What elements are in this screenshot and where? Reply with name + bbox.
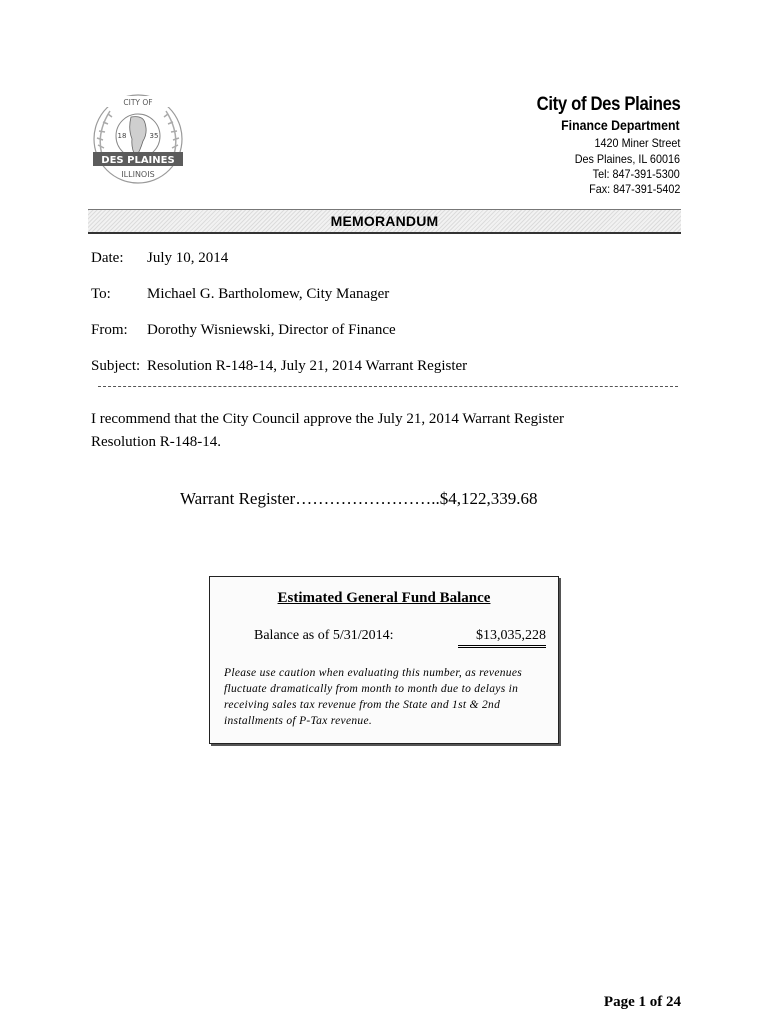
balance-amount: $13,035,228 xyxy=(458,628,546,648)
date-label: Date: xyxy=(91,250,124,266)
department-name: Finance Department xyxy=(561,117,680,133)
header-divider xyxy=(98,386,678,387)
city-seal-logo xyxy=(88,93,188,193)
fund-balance-box xyxy=(209,576,559,744)
subject-label: Subject: xyxy=(91,358,141,374)
note-line: Please use caution when evaluating this number, as revenues xyxy=(224,667,523,679)
org-name: City of Des Plaines xyxy=(536,94,680,115)
from-label: From: xyxy=(91,322,128,338)
note-line: receiving sales tax revenue from the State and 1st & 2nd xyxy=(224,699,501,711)
page-number: Page 1 of 24 xyxy=(603,994,681,1010)
to-label: To: xyxy=(91,286,111,302)
seal-year-left: 18 xyxy=(117,132,127,140)
date-value: July 10, 2014 xyxy=(147,250,229,266)
memo-banner xyxy=(88,209,681,234)
note-line: installments of P-Tax revenue. xyxy=(224,715,373,727)
subject-value: Resolution R-148-14, July 21, 2014 Warrant Register xyxy=(147,358,468,374)
from-value: Dorothy Wisniewski, Director of Finance xyxy=(147,322,396,338)
warrant-amount: $4,122,339.68 xyxy=(439,489,538,508)
address-street: 1420 Miner Street xyxy=(594,136,680,150)
warrant-register-line xyxy=(180,489,537,509)
body-paragraph-line-1: I recommend that the City Council approve the July 21, 2014 Warrant Register xyxy=(91,411,564,427)
body-paragraph-line-2: Resolution R-148-14. xyxy=(91,434,221,450)
to-value: Michael G. Bartholomew, City Manager xyxy=(147,286,390,302)
address-city: Des Plaines, IL 60016 xyxy=(574,152,680,166)
warrant-leader: …………………….. xyxy=(295,489,440,508)
illinois-state-icon xyxy=(130,117,146,157)
seal-banner-text: DES PLAINES xyxy=(101,155,175,166)
note-line: fluctuate dramatically from month to month due to delays in xyxy=(224,683,519,695)
warrant-label: Warrant Register xyxy=(180,489,296,508)
seal-bottom-text: ILLINOIS xyxy=(121,170,155,179)
seal-top-text: CITY OF xyxy=(123,98,153,107)
seal-year-right: 35 xyxy=(149,132,159,140)
fund-box-title: Estimated General Fund Balance xyxy=(277,590,491,606)
address-fax: Fax: 847-391-5402 xyxy=(588,182,680,196)
fund-caution-note xyxy=(224,665,538,729)
memo-title: MEMORANDUM xyxy=(330,213,439,229)
address-tel: Tel: 847-391-5300 xyxy=(592,167,680,181)
balance-label: Balance as of 5/31/2014: xyxy=(254,628,394,643)
